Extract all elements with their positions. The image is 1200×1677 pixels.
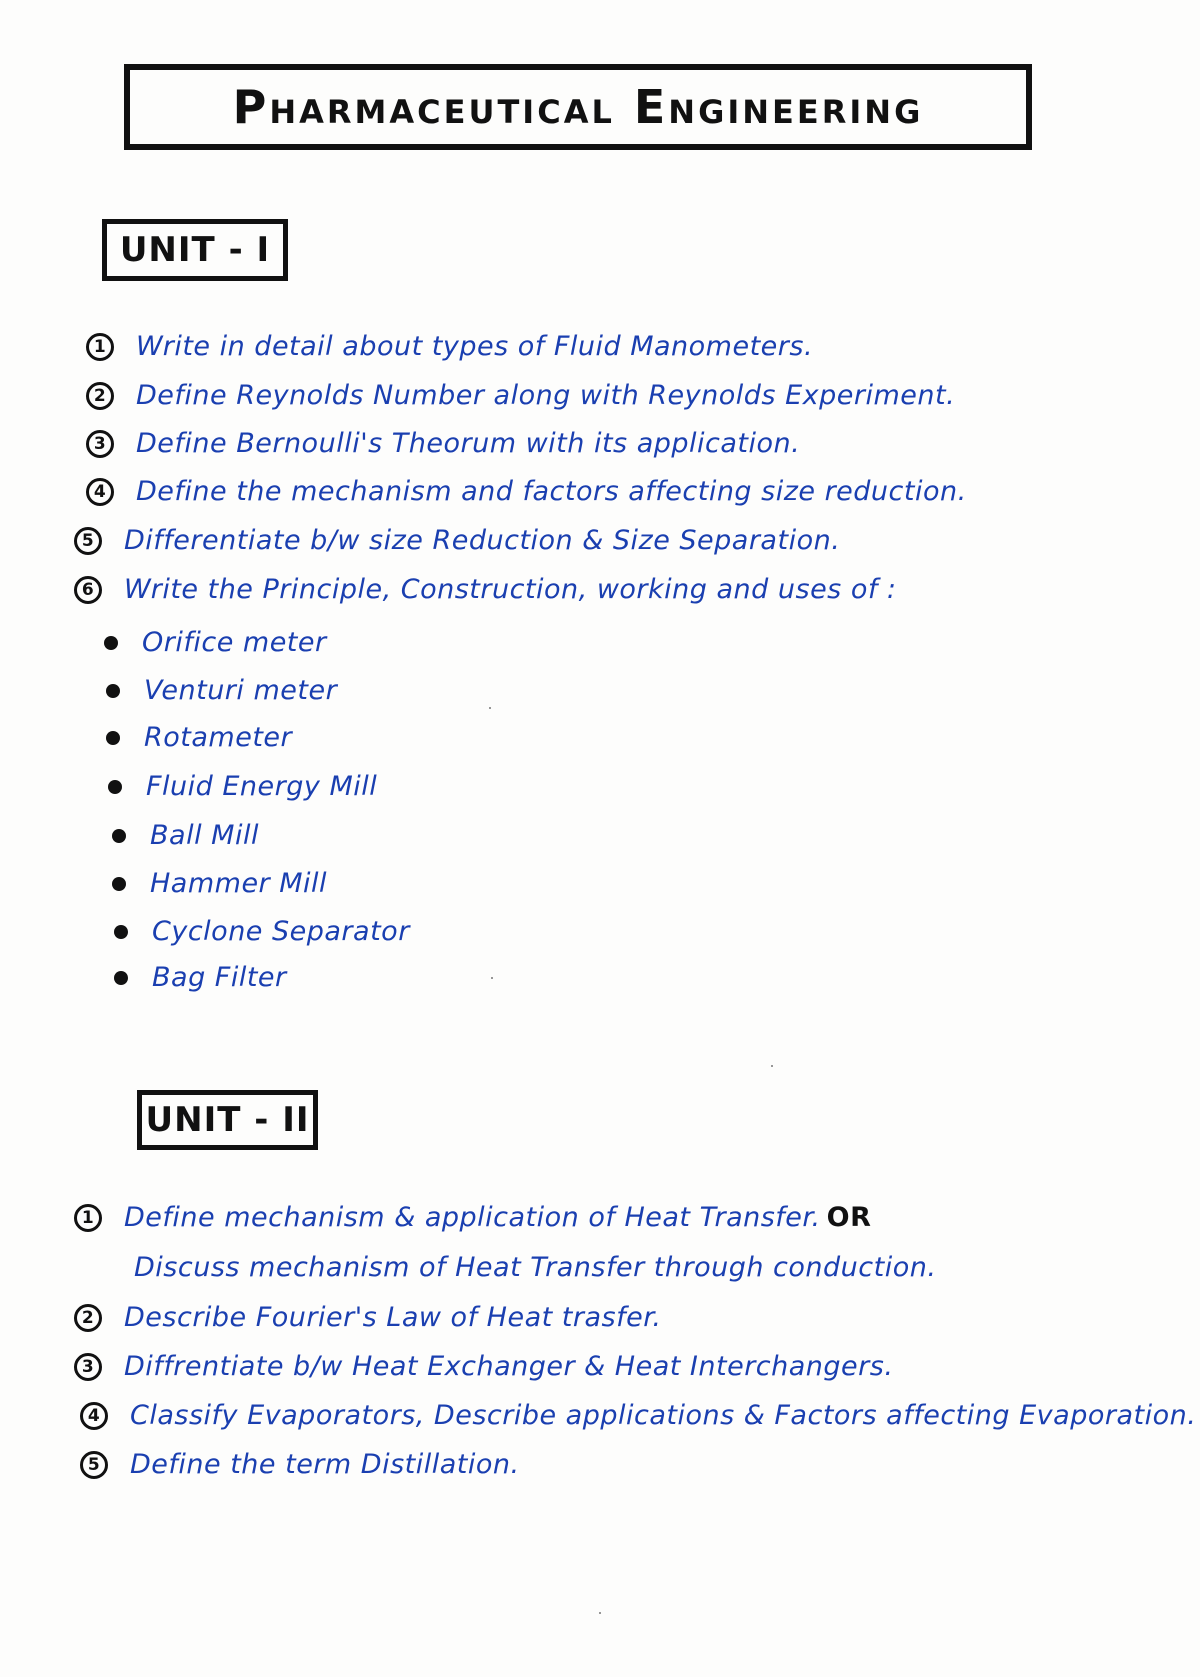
list-item (106, 675, 337, 706)
list-item-text: Ball Mill (150, 820, 259, 851)
unit-1-question-2 (86, 380, 955, 411)
bullet-icon (108, 780, 122, 794)
question-number-badge: 5 (74, 527, 102, 555)
list-item (112, 820, 259, 851)
question-text: Define Bernoulli's Theorum with its application. (136, 428, 801, 459)
question-number-badge: 4 (86, 478, 114, 506)
question-text: Differentiate b/w size Reduction & Size Separation. (124, 525, 841, 556)
unit-2-question-1-continuation (134, 1252, 936, 1283)
bullet-icon (112, 829, 126, 843)
question-text: Define Reynolds Number along with Reynolds Experiment. (136, 380, 956, 411)
question-text: Discuss mechanism of Heat Transfer through conduction. (134, 1252, 937, 1283)
list-item (114, 962, 287, 993)
bullet-icon (104, 636, 118, 650)
bullet-icon (106, 731, 120, 745)
unit-1-question-3 (86, 428, 800, 459)
question-number-badge: 2 (74, 1304, 102, 1332)
paper-speck (489, 707, 491, 709)
list-item-text: Bag Filter (152, 962, 287, 993)
unit-2-question-4 (80, 1400, 1196, 1431)
list-item-text: Cyclone Separator (152, 916, 410, 947)
question-number-badge: 6 (74, 576, 102, 604)
list-item (106, 722, 292, 753)
question-text: Describe Fourier's Law of Heat trasfer. (124, 1302, 662, 1333)
unit-1-question-5 (74, 525, 840, 556)
unit-2-heading: UNIT - II (145, 1100, 310, 1140)
bullet-icon (112, 877, 126, 891)
question-text: Classify Evaporators, Describe applications & Factors affecting Evaporation. (130, 1400, 1197, 1431)
title-box (124, 64, 1032, 150)
question-text: Write the Principle, Construction, working and uses of : (124, 574, 897, 605)
list-item (108, 771, 377, 802)
list-item-text: Venturi meter (144, 675, 338, 706)
question-text: Define the mechanism and factors affecting size reduction. (136, 476, 967, 507)
list-item-text: Orifice meter (142, 627, 327, 658)
question-number-badge: 2 (86, 382, 114, 410)
question-number-badge: 4 (80, 1402, 108, 1430)
paper-speck (599, 1612, 601, 1614)
unit-2-question-2 (74, 1302, 661, 1333)
bullet-icon (114, 971, 128, 985)
bullet-icon (114, 925, 128, 939)
page-title: Pharmaceutical Engineering (232, 80, 924, 134)
question-number-badge: 3 (86, 430, 114, 458)
unit-1-question-6 (74, 574, 897, 605)
question-text: Write in detail about types of Fluid Manometers. (136, 331, 814, 362)
list-item-text: Fluid Energy Mill (146, 771, 378, 802)
list-item (114, 916, 410, 947)
question-number-badge: 1 (74, 1204, 102, 1232)
bullet-icon (106, 684, 120, 698)
paper-speck (491, 977, 493, 979)
list-item (112, 868, 327, 899)
or-label: OR (826, 1202, 872, 1233)
question-number-badge: 1 (86, 333, 114, 361)
list-item-text: Rotameter (144, 722, 293, 753)
paper-speck (771, 1065, 773, 1067)
unit-2-question-1 (74, 1202, 871, 1233)
unit-1-heading-box (102, 219, 288, 281)
question-text: Define mechanism & application of Heat Transfer. (124, 1202, 821, 1233)
unit-2-question-3 (74, 1351, 893, 1382)
list-item (104, 627, 327, 658)
question-number-badge: 3 (74, 1353, 102, 1381)
question-number-badge: 5 (80, 1451, 108, 1479)
unit-1-heading: UNIT - I (119, 230, 271, 270)
unit-2-heading-box (137, 1090, 318, 1150)
unit-1-question-4 (86, 476, 967, 507)
list-item-text: Hammer Mill (150, 868, 328, 899)
question-text: Define the term Distillation. (130, 1449, 520, 1480)
unit-2-question-5 (80, 1449, 520, 1480)
question-text: Diffrentiate b/w Heat Exchanger & Heat Interchangers. (124, 1351, 894, 1382)
unit-1-question-1 (86, 331, 813, 362)
